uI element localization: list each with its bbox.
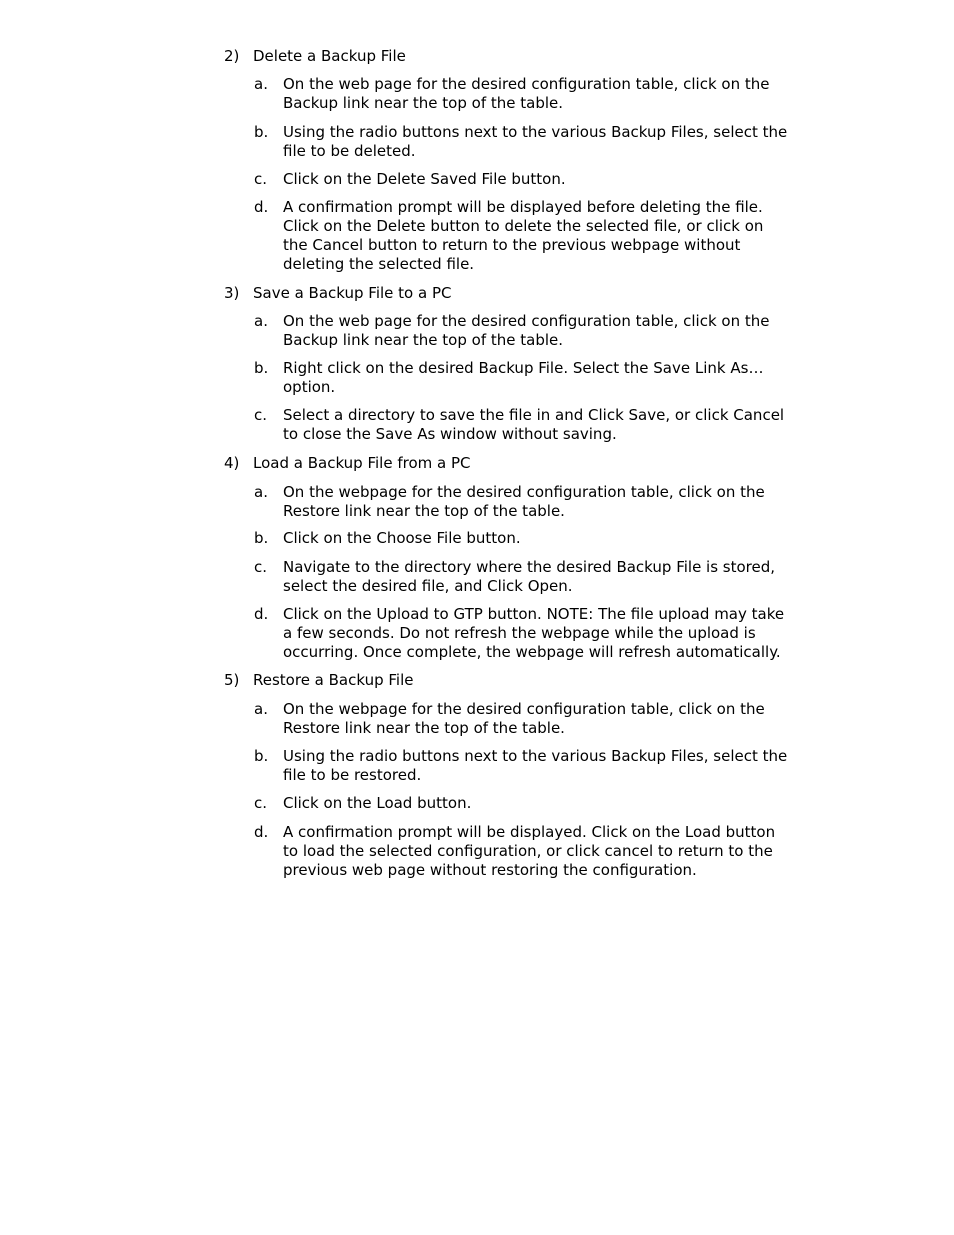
section-delete-backup	[224, 47, 824, 273]
section-heading	[224, 671, 824, 690]
item-text: On the web page for the desired configuration table, click on the Backup link near the top of the table.	[283, 312, 770, 349]
section-number: 5)	[224, 671, 240, 689]
section-save-backup	[224, 284, 824, 443]
item-letter: d.	[254, 823, 269, 841]
item-text: Using the radio buttons next to the various Backup Files, select the file to be deleted.	[283, 123, 788, 160]
section-number: 3)	[224, 284, 240, 302]
section-number: 2)	[224, 47, 240, 65]
item-letter: a.	[254, 312, 268, 330]
item-text: Right click on the desired Backup File. Select the Save Link As… option.	[283, 359, 764, 396]
item-letter: b.	[254, 123, 269, 141]
section-number: 4)	[224, 454, 240, 472]
section-heading	[224, 284, 824, 303]
item-letter: c.	[254, 794, 268, 812]
item-text: Select a directory to save the file in and Click Save, or click Cancel to close the Save As window without saving.	[283, 406, 785, 443]
section-title: Load a Backup File from a PC	[253, 454, 471, 472]
item-letter: d.	[254, 198, 269, 216]
item-text: On the web page for the desired configuration table, click on the Backup link near the top of the table.	[283, 75, 770, 112]
section-restore-backup	[224, 671, 824, 879]
item-letter: d.	[254, 605, 269, 623]
item-letter: b.	[254, 747, 269, 765]
item-text: Using the radio buttons next to the various Backup Files, select the file to be restored.	[283, 747, 788, 784]
item-letter: b.	[254, 529, 269, 547]
section-heading	[224, 47, 824, 66]
item-letter: a.	[254, 700, 268, 718]
section-title: Save a Backup File to a PC	[253, 284, 452, 302]
item-letter: c.	[254, 170, 268, 188]
item-letter: b.	[254, 359, 269, 377]
section-title: Restore a Backup File	[253, 671, 414, 689]
item-text: Click on the Load button.	[283, 794, 472, 812]
section-title: Delete a Backup File	[253, 47, 406, 65]
item-text: Click on the Delete Saved File button.	[283, 170, 566, 188]
item-letter: c.	[254, 406, 268, 424]
item-text: Navigate to the directory where the desired Backup File is stored, select the desired file, and Click Open.	[283, 558, 776, 595]
item-letter: a.	[254, 75, 268, 93]
item-letter: c.	[254, 558, 268, 576]
section-heading	[224, 454, 824, 473]
section-load-backup	[224, 454, 824, 661]
item-text: On the webpage for the desired configuration table, click on the Restore link near the top of the table.	[283, 700, 765, 737]
item-letter: a.	[254, 483, 268, 501]
item-text: A confirmation prompt will be displayed before deleting the file. Click on the Delete button to delete the selected file, or click on the Cancel button to return to the previous webpage without deleting the selected file.	[283, 198, 764, 273]
item-text: Click on the Upload to GTP button. NOTE: The file upload may take a few seconds. Do not refresh the webpage while the upload is occurring. Once complete, the webpage will refresh automatically.	[283, 605, 785, 661]
item-text: On the webpage for the desired configuration table, click on the Restore link near the top of the table.	[283, 483, 765, 520]
item-text: A confirmation prompt will be displayed. Click on the Load button to load the selected configuration, or click cancel to return to the previous web page without restoring the configuration.	[283, 823, 776, 879]
item-text: Click on the Choose File button.	[283, 529, 521, 547]
